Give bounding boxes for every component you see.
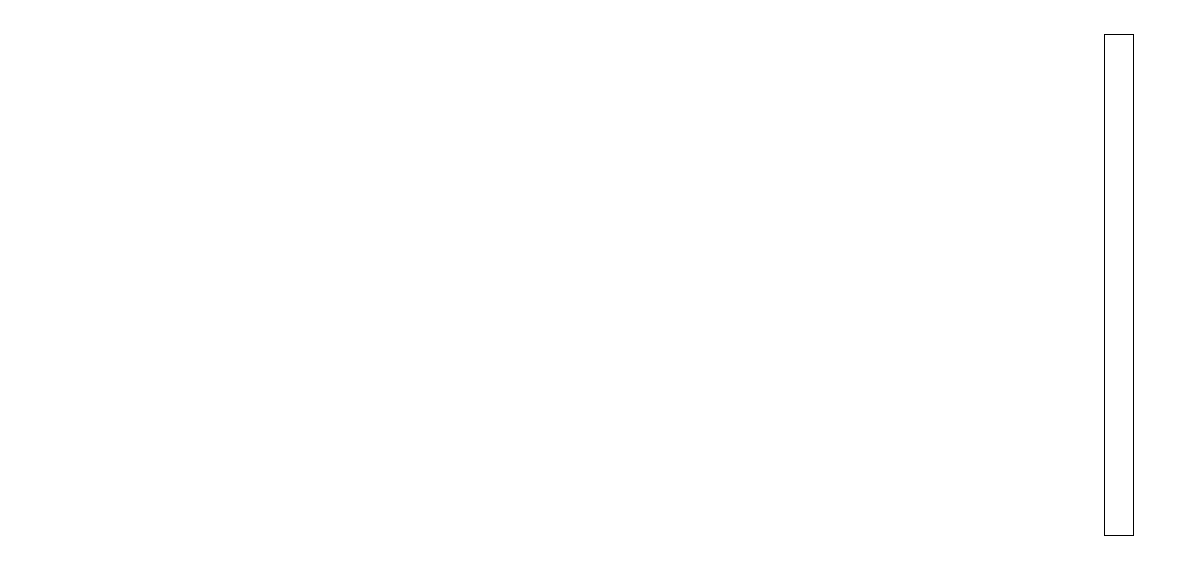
colorbar xyxy=(1104,34,1134,536)
